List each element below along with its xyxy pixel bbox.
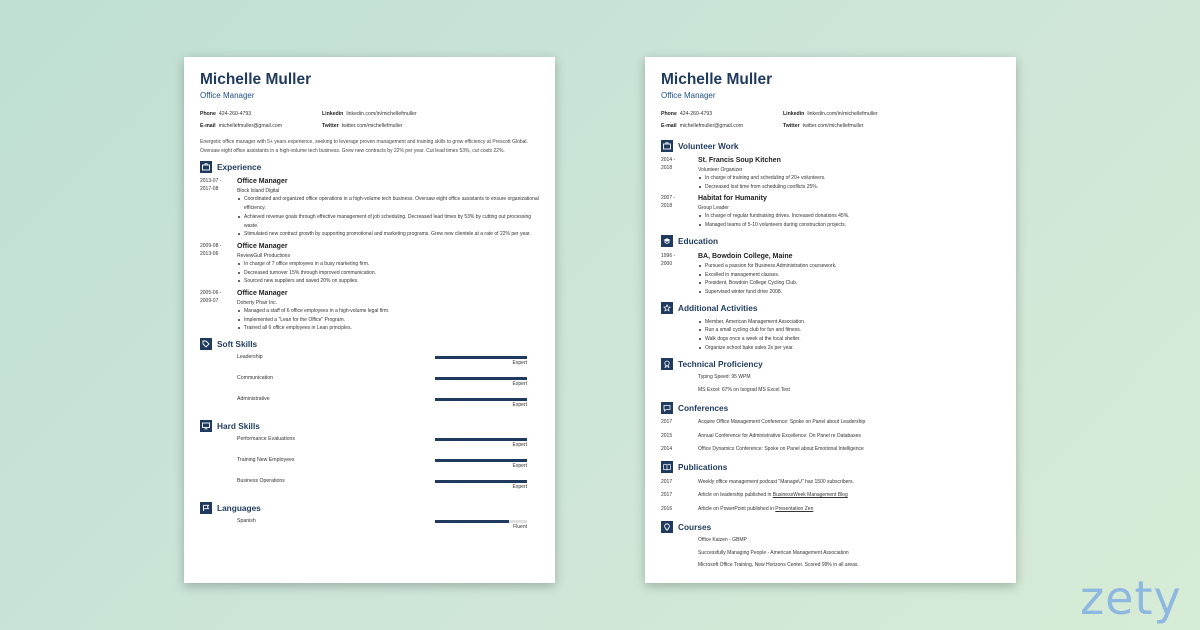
tech-section-header: Technical Proficiency xyxy=(661,356,1002,371)
contact-info xyxy=(200,110,541,131)
bullet-item: Managed a staff of 6 office employees in a high-volume legal firm. xyxy=(237,307,541,316)
entry-body xyxy=(237,289,541,333)
conference-row xyxy=(661,430,1002,443)
contact-linkedin: Linkedin linkedin.com/in/michellefmuller xyxy=(783,111,878,117)
tag-icon xyxy=(200,338,212,350)
skill-label: Administrative xyxy=(237,396,270,403)
star-icon xyxy=(661,302,673,314)
lightbulb-icon xyxy=(661,521,673,533)
activity-item: Organize school bake sales 2x per year. xyxy=(698,344,1002,353)
conference-row xyxy=(661,416,1002,429)
languages-list xyxy=(200,515,541,536)
activity-item: Run a small cycling club for fun and fitness. xyxy=(698,326,1002,335)
volunteer-section-header: Volunteer Work xyxy=(661,138,1002,153)
education-section-header: Education xyxy=(661,234,1002,249)
row-text: Article on PowerPoint published in Presentation Zen xyxy=(698,505,814,512)
skill-row xyxy=(237,475,541,496)
summary: Energetic office manager with 5+ years experience, seeking to leverage proven management and training skills to grow efficiency at Prescott Global. Oversaw eight office assistants in a high-volume tech business. Grew new contracts by 22% per year. Cut lead times 53%, cut costs 22%. xyxy=(200,139,528,154)
start-date: 2009-08 - xyxy=(200,242,222,249)
conference-row xyxy=(661,443,1002,456)
contact-twitter: Twitter twitter.com/michellefmuller xyxy=(783,123,864,129)
row-year: 2017 xyxy=(661,478,673,485)
row-link: Presentation Zen xyxy=(775,505,814,512)
bullet-item: Pursued a passion for Business Administration coursework. xyxy=(698,262,1002,271)
skill-row xyxy=(237,515,541,536)
entry-title: BA, Bowdoin College, Maine xyxy=(698,252,793,260)
end-date: 2009-07 xyxy=(200,298,219,305)
course-item: Microsoft Office Training, New Horizons Center. Scored 99% in all areas. xyxy=(698,562,859,569)
entry-dates xyxy=(200,177,237,239)
skill-row xyxy=(237,351,541,372)
end-date: 2013-06 xyxy=(200,250,219,257)
monitor-icon xyxy=(200,420,212,432)
zety-logo: zety xyxy=(1080,571,1182,625)
entry-body xyxy=(698,156,1002,191)
entry-dates xyxy=(661,194,698,229)
skill-meter xyxy=(435,480,527,491)
skill-level: Expert xyxy=(512,402,527,409)
bullet-item: In charge of regular fundraising drives. Increased donations 45%. xyxy=(698,212,1002,221)
bullet-item: In charge of 7 office employees in a busy marketing firm. xyxy=(237,260,541,269)
contact-phone: Phone 424-260-4793 xyxy=(200,111,252,117)
entry-dates xyxy=(661,156,698,191)
skill-label: Training New Employees xyxy=(237,457,295,464)
bullet-item: Decreased lost time from scheduling conflicts 25%. xyxy=(698,183,1002,192)
bullet-list xyxy=(698,262,1002,297)
skill-row xyxy=(237,454,541,475)
contact-twitter: Twitter twitter.com/michellefmuller xyxy=(322,123,403,129)
courses-list xyxy=(698,534,1002,572)
contact-info xyxy=(661,110,1002,131)
end-date: 2018 xyxy=(661,203,673,210)
bullet-item: Managed teams of 5-10 volunteers during construction projects. xyxy=(698,221,1002,230)
row-year: 2016 xyxy=(661,505,673,512)
skill-level: Expert xyxy=(512,381,527,388)
resume-page-1 xyxy=(184,57,555,583)
row-text: Weekly office management podcast "ManageU" has 1500 subscribers. xyxy=(698,478,854,485)
end-date: 2017-08 xyxy=(200,186,219,193)
languages-section-header: Languages xyxy=(200,500,541,515)
resume-name: Michelle Muller xyxy=(200,71,312,88)
bullet-item: Achieved revenue goals through effective management of job scheduling. Decreased lead times by 53% by cutting out processing waste. xyxy=(237,213,541,230)
bullet-list xyxy=(237,195,541,239)
bullet-list xyxy=(698,212,1002,229)
entry-dates xyxy=(661,252,698,297)
graduation-cap-icon xyxy=(661,235,673,247)
conferences-section-header: Conferences xyxy=(661,400,1002,415)
resume-name: Michelle Muller xyxy=(661,71,773,88)
entry-item xyxy=(661,194,1002,229)
skill-label: Spanish xyxy=(237,518,256,525)
bullet-item: President, Bowdoin College Cycling Club. xyxy=(698,279,1002,288)
entry-dates xyxy=(200,242,237,286)
skill-label: Communication xyxy=(237,375,274,382)
end-date: 2000 xyxy=(661,260,673,267)
entry-body xyxy=(698,252,1002,297)
row-year: 2017 xyxy=(661,419,673,426)
start-date: 2007 - xyxy=(661,195,676,202)
skill-meter xyxy=(435,356,527,367)
entry-dates xyxy=(200,289,237,333)
contact-phone: Phone 424-260-4793 xyxy=(661,111,713,117)
bullet-item: Sourced new suppliers and saved 20% on supplies. xyxy=(237,277,541,286)
row-year: 2017 xyxy=(661,492,673,499)
skill-meter xyxy=(435,520,527,531)
contact-email: E-mail michellefmuller@gmail.com xyxy=(200,123,283,129)
start-date: 1996 - xyxy=(661,252,676,259)
entry-subtitle: Volunteer Organizer xyxy=(698,167,743,173)
publication-row xyxy=(661,489,1002,502)
start-date: 2013-07 - xyxy=(200,178,222,185)
briefcase-icon xyxy=(661,140,673,152)
certificate-icon xyxy=(661,358,673,370)
activities-list xyxy=(698,318,1002,353)
conferences-list xyxy=(661,416,1002,456)
resume-page-2 xyxy=(645,57,1016,583)
bullet-item: In charge of training and scheduling of 20+ volunteers. xyxy=(698,174,1002,183)
course-item: Office Kaizen - GBMP xyxy=(698,537,747,544)
course-item: Successfully Managing People - American Management Association xyxy=(698,549,849,556)
row-year: 2015 xyxy=(661,432,673,439)
start-date: 2014 - xyxy=(661,157,676,163)
row-link: BusinessWeek Management Blog xyxy=(772,492,848,499)
entry-title: Office Manager xyxy=(237,242,288,250)
entry-body xyxy=(237,177,541,239)
entry-company: Doherty Phair Inc. xyxy=(237,300,278,307)
entry-body xyxy=(698,194,1002,229)
publications-section-header: Publications xyxy=(661,460,1002,475)
row-year: 2014 xyxy=(661,446,673,453)
contact-linkedin: Linkedin linkedin.com/in/michellefmuller xyxy=(322,111,417,117)
bullet-list xyxy=(698,174,1002,191)
education-list xyxy=(661,252,1002,297)
activity-item: Walk dogs once a week at the local shelter. xyxy=(698,335,1002,344)
row-text: Office Dynamics Conference: Spoke on Panel about Emotional Intelligence xyxy=(698,446,864,453)
bullet-item: Excelled in management classes. xyxy=(698,271,1002,280)
entry-item xyxy=(200,242,541,286)
bullet-list xyxy=(237,260,541,286)
resume-role: Office Manager xyxy=(661,91,716,100)
tech-item: Typing Speed: 95 WPM xyxy=(698,374,751,381)
publications-list xyxy=(661,476,1002,516)
experience-list xyxy=(200,177,541,333)
skill-level: Expert xyxy=(512,360,527,367)
entry-title: Office Manager xyxy=(237,290,288,298)
entry-item xyxy=(200,289,541,333)
speech-bubble-icon xyxy=(661,402,673,414)
skill-meter xyxy=(435,459,527,470)
tech-item: MS Excel: 67% on Isograd MS Excel Test xyxy=(698,386,790,393)
entry-title: Habitat for Humanity xyxy=(698,195,767,203)
bullet-item: Coordinated and organized office operations in a high-volume tech business. Oversaw eight office assistants to ensure organizational efficiency. xyxy=(237,195,541,212)
flag-icon xyxy=(200,502,212,514)
publication-row xyxy=(661,476,1002,489)
bullet-item: Stimulated new contract growth by supporting promotional and marketing programs. Grew new clientele at a rate of 22% per year. xyxy=(237,230,541,239)
bullet-item: Decreased turnover 15% through improved communication. xyxy=(237,269,541,278)
soft-skills-section-header: Soft Skills xyxy=(200,336,541,351)
contact-email: E-mail michellefmuller@gmail.com xyxy=(661,123,744,129)
entry-body xyxy=(237,242,541,286)
entry-item xyxy=(661,156,1002,191)
skill-row xyxy=(237,433,541,454)
skill-row xyxy=(237,372,541,393)
hard-skills-section-header: Hard Skills xyxy=(200,418,541,433)
entry-item xyxy=(661,252,1002,297)
end-date: 2018 xyxy=(661,165,673,171)
skill-label: Business Operations xyxy=(237,478,285,485)
skill-level: Expert xyxy=(512,484,527,491)
entry-item xyxy=(200,177,541,239)
entry-title: St. Francis Soup Kitchen xyxy=(698,157,781,164)
skill-row xyxy=(237,393,541,414)
tech-list xyxy=(698,371,1002,396)
book-icon xyxy=(661,461,673,473)
bullet-item: Implemented a "Lean for the Office" Program. xyxy=(237,316,541,325)
skill-meter xyxy=(435,377,527,388)
start-date: 2005-06 - xyxy=(200,290,222,297)
experience-section-header: Experience xyxy=(200,159,541,174)
bullet-list xyxy=(237,307,541,333)
courses-section-header: Courses xyxy=(661,519,1002,534)
soft-skills-list xyxy=(200,351,541,414)
row-text: Acquire Office Management Conference: Spoke on Panel about Leadership xyxy=(698,419,866,426)
skill-level: Expert xyxy=(512,463,527,470)
activity-item: Member, American Management Association. xyxy=(698,318,1002,327)
activities-section-header: Additional Activities xyxy=(661,301,1002,316)
skill-label: Leadership xyxy=(237,354,263,361)
row-text: Annual Conference for Administrative Excellence: On Panel re Databases xyxy=(698,432,861,439)
row-text: Article on leadership published in BusinessWeek Management Blog xyxy=(698,492,848,499)
skill-meter xyxy=(435,438,527,449)
skill-level: Expert xyxy=(512,442,527,449)
briefcase-icon xyxy=(200,161,212,173)
publication-row xyxy=(661,503,1002,516)
bullet-item: Trained all 6 office employees in Lean principles. xyxy=(237,324,541,333)
resume-role: Office Manager xyxy=(200,91,255,100)
volunteer-list xyxy=(661,156,1002,230)
skill-level: Fluent xyxy=(513,524,527,531)
entry-subtitle: Group Leader xyxy=(698,205,729,212)
hard-skills-list xyxy=(200,433,541,496)
bullet-item: Supervised winter fund drive 2008. xyxy=(698,288,1002,297)
entry-company: Block Island Digital xyxy=(237,188,280,195)
entry-title: Office Manager xyxy=(237,178,288,186)
entry-company: ReviewGull Productions xyxy=(237,252,291,259)
skill-meter xyxy=(435,398,527,409)
skill-label: Performance Evaluations xyxy=(237,436,295,443)
